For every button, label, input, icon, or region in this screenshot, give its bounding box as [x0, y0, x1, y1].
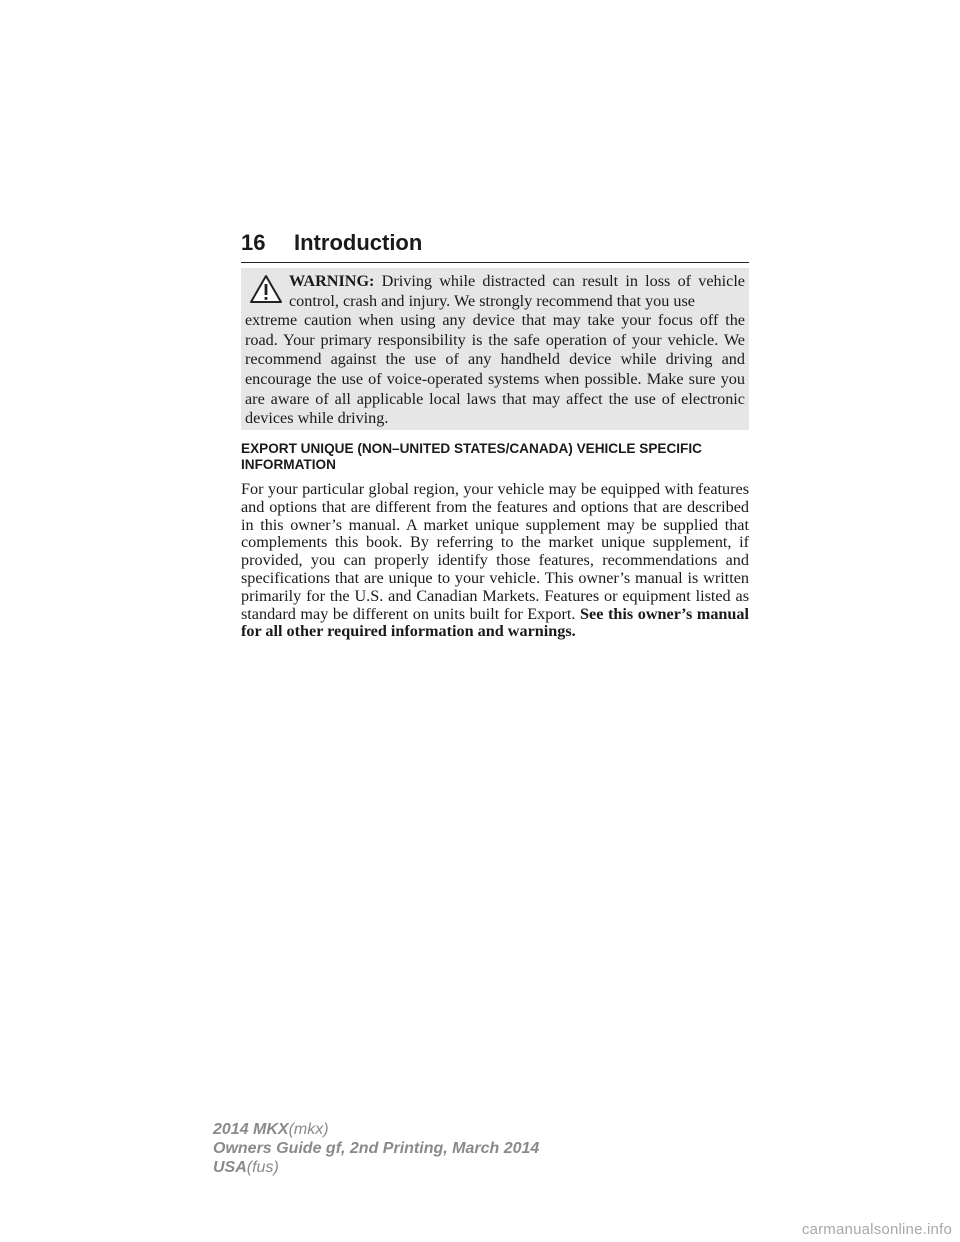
warning-text-rest: extreme caution when using any device that may take your focus off the road. Your primary responsibility is the safe operation of your vehicle. We recommend against the use of any handheld device while driving and encourage the use of voice-operated systems when possible. Make sure you are aware of all applicable local laws that may affect the use of electronic devices while driving.	[245, 311, 745, 428]
footer-model: 2014 MKX	[213, 1121, 289, 1138]
watermark: carmanualsonline.info	[801, 1221, 952, 1238]
section-heading: EXPORT UNIQUE (NON–UNITED STATES/CANADA) VEHICLE SPECIFIC INFORMATION	[241, 441, 702, 472]
page-number: 16	[241, 230, 266, 255]
footer-line-2: Owners Guide gf, 2nd Printing, March 2014	[213, 1140, 540, 1157]
warning-label: WARNING:	[289, 272, 375, 290]
footer	[213, 1120, 539, 1177]
body-bold-text: See this owner’s manual for all other required information and warnings.	[241, 604, 750, 641]
footer-line-3	[213, 1158, 539, 1177]
footer-line-1	[213, 1120, 539, 1139]
footer-market: USA	[213, 1159, 247, 1176]
footer-market-code: (fus)	[246, 1159, 279, 1176]
body-text: For your particular global region, your vehicle may be equipped with features and options that are different from the features and options that are described in this owner’s manual. A market unique supplement may be supplied that complements this book. By referring to the market unique supplement, if provided, you can properly identify those features, recommendations and specifications that are unique to your vehicle. This owner’s manual is written primarily for the U.S. and Canadian Markets. Features or equipment listed as standard may be different on units built for Export.	[241, 480, 749, 623]
warning-box	[241, 268, 749, 430]
warning-text	[245, 272, 745, 429]
page-title: Introduction	[294, 230, 423, 255]
footer-model-code: (mkx)	[288, 1121, 329, 1138]
warning-text-lead: Driving while distracted can result in loss of vehicle control, crash and injury. We strongly recommend that you use	[289, 272, 745, 310]
body-paragraph	[241, 481, 749, 641]
page-header	[241, 228, 749, 263]
